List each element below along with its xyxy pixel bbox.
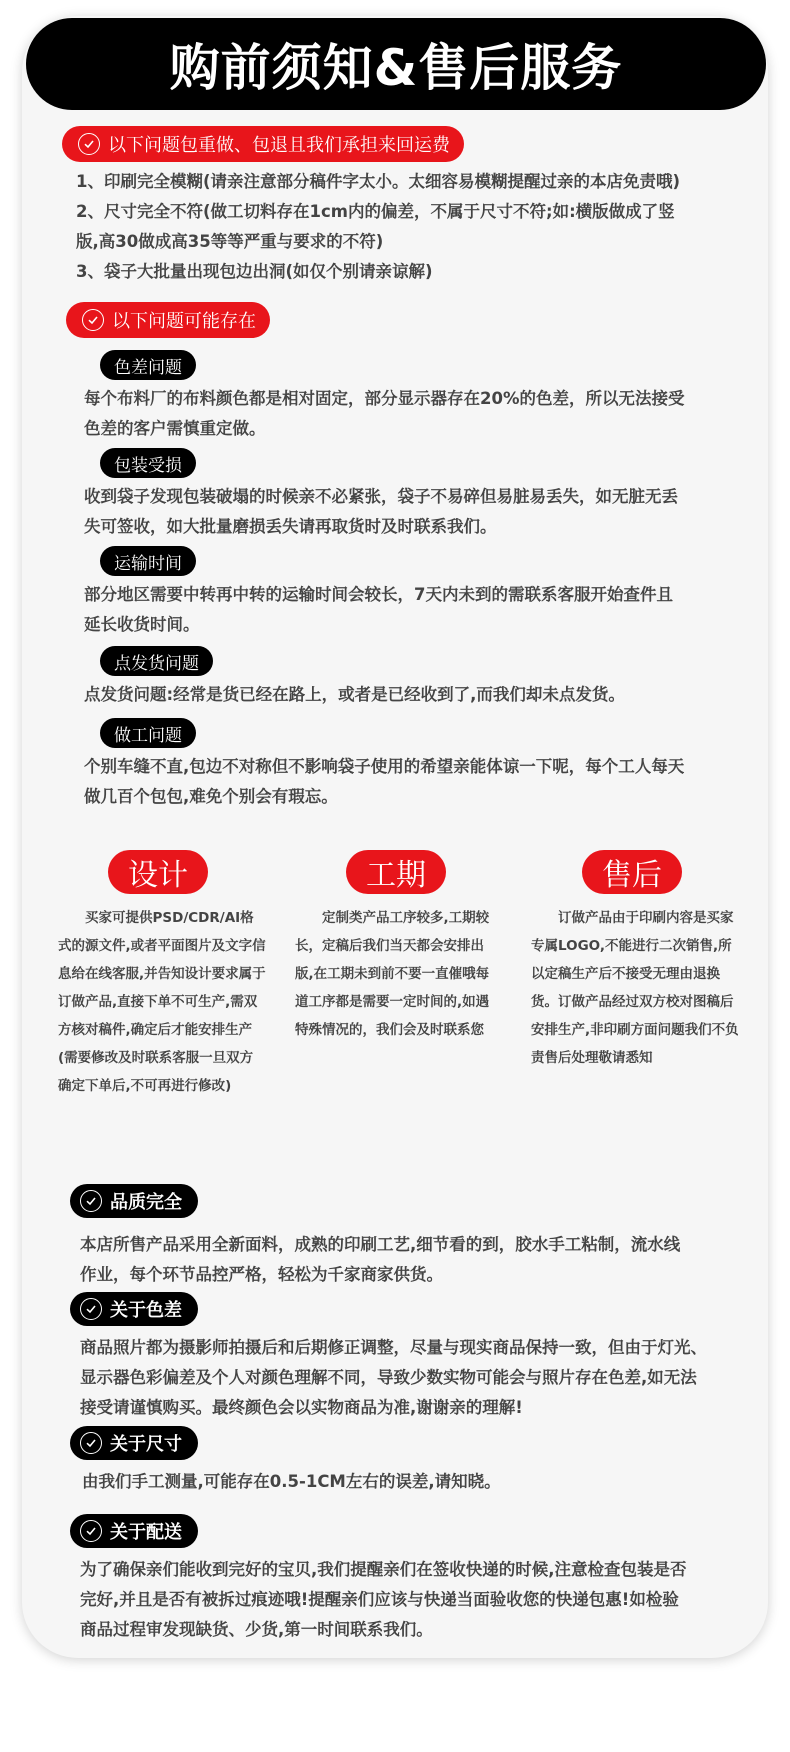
- delivery-heading-text: 关于配送: [110, 1522, 182, 1543]
- column-aftersales-title: 售后: [582, 850, 682, 894]
- check-icon: [82, 309, 104, 331]
- check-icon: [80, 1190, 102, 1212]
- item-text: 色差的客户需慎重定做。: [84, 419, 266, 438]
- section2-heading-text: 以下问题可能存在: [112, 311, 256, 332]
- section1-heading-text: 以下问题包重做、包退且我们承担来回运费: [108, 135, 450, 156]
- item-text: 部分地区需要中转再中转的运输时间会较长，7天内未到的需联系客服开始查件且: [84, 585, 673, 604]
- item-text: 每个布料厂的布料颜色都是相对固定，部分显示器存在20%的色差，所以无法接受: [84, 389, 685, 408]
- size-heading: [70, 1426, 198, 1460]
- size-text: 由我们手工测量,可能存在0.5-1CM左右的误差,请知晓。: [82, 1472, 501, 1491]
- page-title: 购前须知&售后服务: [169, 39, 623, 97]
- tag-shipping-time: 运输时间: [100, 546, 196, 576]
- section1-heading: [62, 126, 464, 162]
- section1-line: 版,高30做成高35等等严重与要求的不符): [76, 232, 384, 251]
- tag-package-damage: 包装受损: [100, 448, 196, 478]
- section2-heading: [66, 302, 270, 338]
- check-icon: [80, 1298, 102, 1320]
- section1-line: 2、尺寸完全不符(做工切料存在1cm内的偏差，不属于尺寸不符;如:横版做成了竖: [76, 202, 675, 221]
- quality-text: 本店所售产品采用全新面料，成熟的印刷工艺,细节看的到，胶水手工粘制，流水线: [80, 1235, 681, 1254]
- check-icon: [78, 133, 100, 155]
- item-text: 延长收货时间。: [84, 615, 200, 634]
- item-text: 点发货问题:经常是货已经在路上，或者是已经收到了,而我们却未点发货。: [84, 685, 625, 704]
- section1-line: 1、印刷完全模糊(请亲注意部分稿件字太小。太细容易模糊提醒过亲的本店免责哦): [76, 172, 681, 191]
- color-heading: [70, 1292, 198, 1326]
- column-design-title: 设计: [108, 850, 208, 894]
- delivery-text: 商品过程审发现缺货、少货,第一时间联系我们。: [80, 1620, 433, 1639]
- item-text: 做几百个包包,难免个别会有瑕忘。: [84, 787, 338, 806]
- section1-line: 3、袋子大批量出现包边出洞(如仅个别请亲谅解): [76, 262, 433, 281]
- color-text: 商品照片都为摄影师拍摄后和后期修正调整，尽量与现实商品保持一致，但由于灯光、: [80, 1338, 707, 1357]
- tag-shipment-marking: 点发货问题: [100, 646, 213, 676]
- title-banner: [26, 18, 766, 110]
- check-icon: [80, 1520, 102, 1542]
- quality-text: 作业，每个环节品控严格，轻松为千家商家供货。: [80, 1265, 443, 1284]
- color-text: 显示器色彩偏差及个人对颜色理解不同，导致少数实物可能会与照片存在色差,如无法: [80, 1368, 697, 1387]
- item-text: 个别车缝不直,包边不对称但不影响袋子使用的希望亲能体谅一下呢，每个工人每天: [84, 757, 685, 776]
- check-icon: [80, 1432, 102, 1454]
- delivery-text: 完好,并且是否有被拆过痕迹哦!提醒亲们应该与快递当面验收您的快递包惠!如检验: [80, 1590, 679, 1609]
- column-schedule-title: 工期: [346, 850, 446, 894]
- item-text: 收到袋子发现包装破塌的时候亲不必紧张，袋子不易碎但易脏易丢失，如无脏无丢: [84, 487, 678, 506]
- tag-workmanship: 做工问题: [100, 718, 196, 748]
- tag-color-difference: 色差问题: [100, 350, 196, 380]
- color-text: 接受请谨慎购买。最终颜色会以实物商品为准,谢谢亲的理解!: [80, 1398, 523, 1417]
- column-aftersales-text: 订做产品由于印刷内容是买家专属LOGO,不能进行二次销售,所以定稿生产后不接受无理由退换货。订做产品经过双方校对图稿后安排生产,非印刷方面问题我们不负责售后处理敬请悉知: [531, 910, 739, 1066]
- color-heading-text: 关于色差: [110, 1300, 182, 1321]
- column-design-text: 买家可提供PSD/CDR/AI格式的源文件,或者平面图片及文字信息给在线客服,并告知设计要求属于订做产品,直接下单不可生产,需双方核对稿件,确定后才能安排生产(需要修改及时联系客服一旦双方确定下单后,不可再进行修改): [58, 910, 266, 1094]
- quality-heading-text: 品质完全: [110, 1192, 182, 1213]
- delivery-heading: [70, 1514, 198, 1548]
- item-text: 失可签收，如大批量磨损丢失请再取货时及时联系我们。: [84, 517, 497, 536]
- quality-heading: [70, 1184, 198, 1218]
- delivery-text: 为了确保亲们能收到完好的宝贝,我们提醒亲们在签收快递的时候,注意检查包装是否: [80, 1560, 687, 1579]
- size-heading-text: 关于尺寸: [110, 1434, 182, 1455]
- column-schedule-text: 定制类产品工序较多,工期较长，定稿后我们当天都会安排出版,在工期未到前不要一直催哦每道工序都是需要一定时间的,如遇特殊情况的，我们会及时联系您: [295, 910, 490, 1038]
